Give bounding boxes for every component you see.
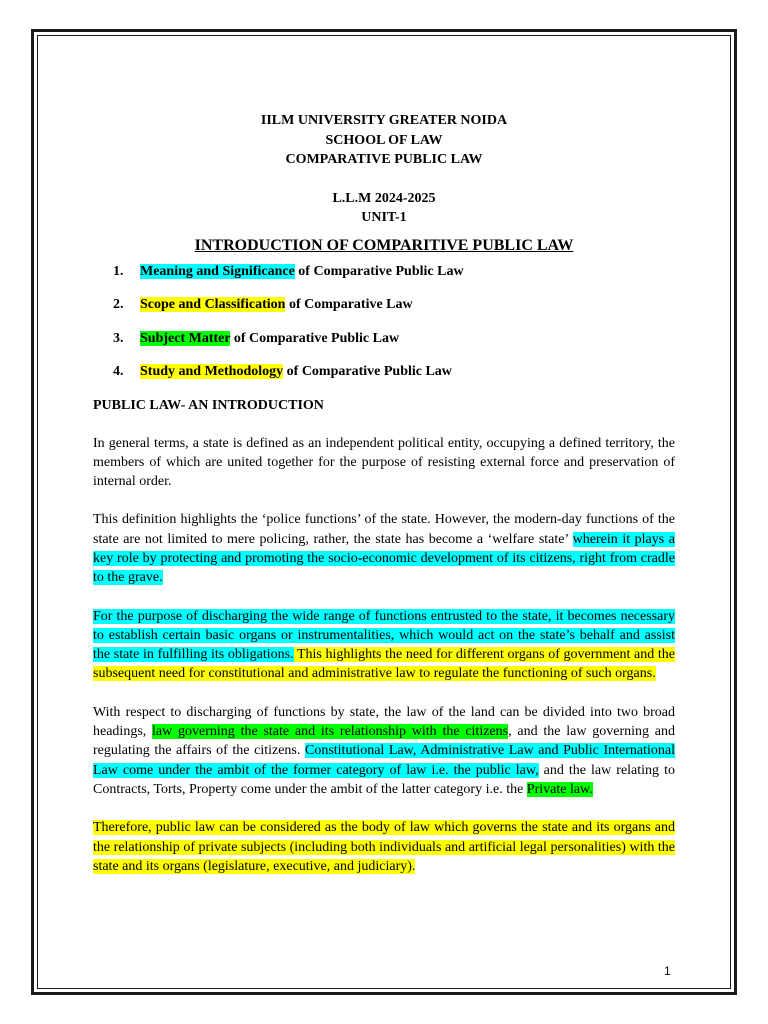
paragraph-text: In general terms, a state is defined as an independent political entity, occupying a defined territory, the members of which are united together for the purpose of resisting external force and preservation of internal order.	[93, 435, 675, 490]
paragraph-text: This definition highlights the ‘police functions’ of the state. However, the modern-day functions of the state are not limited to mere policing, rather, the state has become a ‘welfare state’	[93, 512, 675, 547]
school-name: SCHOOL OF LAW	[325, 132, 443, 148]
highlighted-text: For the purpose of discharging the wide range of functions entrusted to the state, it becomes necessary to establish certain basic organs or instrumentalities, which would act on the state’s behalf and assist the state in fulfilling its obligations.	[93, 608, 675, 663]
topic-item	[113, 262, 675, 281]
program-year: L.L.M 2024-2025	[332, 190, 436, 206]
paragraph-text: , and the law governing and regulating the affairs of the citizens.	[93, 724, 676, 759]
topic-highlight: Scope and Classification	[140, 297, 286, 312]
topic-highlight: Meaning and Significance	[140, 263, 295, 279]
topic-item	[113, 329, 675, 348]
topic-text: of Comparative Public Law	[283, 364, 452, 379]
paragraph-police-functions	[93, 510, 675, 587]
unit-label: UNIT-1	[361, 210, 407, 225]
highlighted-text: wherein it plays a key role by protecting and promoting the socio-economic development of its citizens, right from cradle to the grave.	[93, 531, 675, 586]
paragraph-definition	[93, 434, 675, 492]
topic-list	[93, 262, 675, 382]
highlighted-text: This highlights the need for different organs of government and the subsequent need for constitutional and administrative law to regulate the functioning of such organs.	[93, 647, 675, 682]
document-title: INTRODUCTION OF COMPARITIVE PUBLIC LAW	[194, 236, 574, 254]
university-name: IILM UNIVERSITY GREATER NOIDA	[260, 113, 508, 128]
topic-text: of Comparative Law	[285, 297, 413, 312]
paragraph-conclusion	[93, 818, 675, 876]
topic-highlight: Study and Methodology	[140, 364, 284, 379]
highlighted-text: Therefore, public law can be considered as the body of law which governs the state and its organs and the relationship of private subjects (including both individuals and artificial legal personalities) with the state and its organs (legislature, executive, and judiciary).	[93, 820, 675, 874]
topic-number: 1.	[113, 263, 124, 279]
topic-number: 3.	[113, 330, 124, 346]
document-body	[93, 111, 675, 876]
course-name: COMPARATIVE PUBLIC LAW	[285, 152, 483, 167]
paragraph-text: and the law relating to Contracts, Torts, Property come under the ambit of the latter category i.e. the	[93, 762, 675, 797]
topic-item	[113, 362, 675, 381]
paragraph-organs	[93, 607, 675, 684]
topic-highlight: Subject Matter	[140, 330, 231, 346]
topic-text: of Comparative Public Law	[230, 330, 400, 346]
section-heading: PUBLIC LAW- AN INTRODUCTION	[93, 397, 324, 413]
topic-text: of Comparative Public Law	[294, 263, 464, 279]
topic-item	[113, 295, 675, 314]
highlighted-text: Private law.	[526, 781, 593, 797]
highlighted-text: Constitutional Law, Administrative Law and Public International Law come under the ambit of the former category of law i.e. the public law,	[93, 743, 675, 778]
topic-number: 2.	[113, 297, 124, 312]
page-number: 1	[664, 964, 671, 978]
paragraph-text: With respect to discharging of functions by state, the law of the land can be divided into two broad headings,	[93, 704, 675, 740]
highlighted-text: law governing the state and its relationship with the citizens	[152, 724, 509, 740]
topic-number: 4.	[113, 364, 124, 379]
paragraph-classification	[93, 703, 675, 799]
